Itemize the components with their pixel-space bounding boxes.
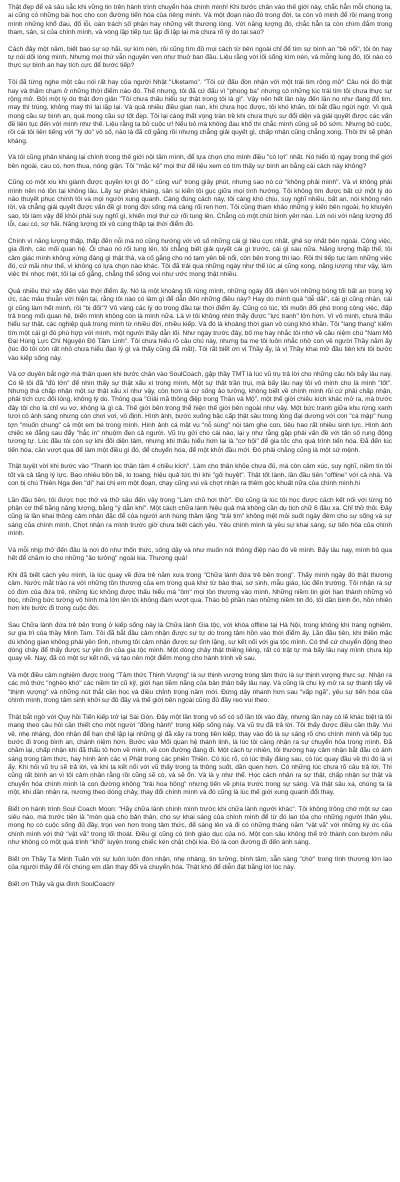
paragraph-past-life: Thật bắt ngờ với Quy hồi Tiến kiếp trở lại Sài Gòn. Đây một lần trong vô số có số lần tôi vào đây, nhưng lần này có lẽ khác biệt là tôi mang theo câu hỏi cần thiết cho một người "đồng hành" trong kiếp sống này. Và vũ trụ đã trả lời. Tôi thấy được điều cần thấy. Vui vẻ, nhẹ nhàng, đón nhận để hạn chế lặp lại những gì đã xảy ra trong tiền kiếp, thay vào đó là sự sáng rõ cho chính mình và tiếp tục bước đi trong bình an, chánh niệm hơn. Bước vào Mối quan hệ thánh linh, là lúc tôi càng nhận ra sự chuyển hóa trong mình. Đã chăm lại, chấp nhận khi đã thấu tỏ hơn về mình, về con đường đang đi. Một cách tự nhiên, tôi thường hay cảm nhận bắt đầu có ánh sáng trong tâm thức, hay hình ảnh các vị Phật trong các phiên Thiền. Có lúc rõ, có lúc thấy đáng sau, có lúc quay đầu về thì đó là vị ấy. Khi hỏi vũ trụ sẽ trả lời, và khi ta kết nối với vũ thấy trong ta thông suốt, dần quen hơn. Có những lúc chưa rõ câu trả lời. Thì cũng rất bình an vì tôi cảm nhận rằng rồi cũng sẽ có, và sẽ ổn. Và là y như thế. Học cách nhận ra sự thật, chấp nhận sự thật và chuyển hóa chính mình là con đường không "trải hoa hồng" nhưng tiến về phía trước trong sự sáng. Và thật sâu xa, chúng ta là một, khi dần nhận ra, nương theo dòng chảy, thay đổi chính mình và đó cũng là lúc thế giới xung quanh đổi thay.: [8, 713, 392, 796]
paragraph-intro: Thật đẹp để và sâu sắc khi vững tin trên hành trình chuyển hóa chính mình! Khi bước chân vào thế giới này, chắc hẳn mỗi chúng ta, ai cũng có những bài học cho con đường tiến hóa của riêng mình. Và một đoạn nào đó trong đời, ta còn vô minh để rồi mang trong mình những khổ đau, đổ lỗi, oán trách số phận hay những vết thương lòng. Với năng lượng đó, chắc hẳn ta còn chìm đắm trong tham, sân, si của chính mình, và vòng lặp tiếp tục lặp đi lặp lại mà chưa rõ lý do tại sao?: [8, 4, 392, 37]
paragraph-one-year-ago: Cách đây một năm, biết bao sự sợ hãi, sự kìm nén, rồi cũng tìm đủ mọi cách từ bên ngoài chỉ để tìm sự bình an "bề nổi", tôi ôn hay tự nói dối lòng mình. Nhưng mọi thứ vẫn nguyên ven như thuở ban đầu. Liệu rằng với lối sống kìm nén, và mỗng lung đó, tôi nào có thực sự bình an hay tích cực để bước tiếp?: [8, 45, 392, 70]
paragraph-prosperity: Và một điều cảm nghiệm được trong "Tâm thức Thịnh Vượng" là sự thịnh vượng trong tâm thức là sự thịnh vượng thực sự. Nhận ra các mô thức "nghèo khó" các niềm tin cũ kỹ, giới hạn tiềm năng của bản thân bấy lâu nay. Và cũng là chu kỳ mở ra sự thanh tẩy về "thịnh vượng" và những nút thắt cần học và điều chỉnh trong năm mới. Đứng dậy nhanh hơn sau "vấp ngã", yêu sự tiến hóa của chính mình, trong tâm sinh khởi sự đủ đầy và thế giới bên ngoài cũng đủ đầy reo vui theo.: [8, 672, 392, 705]
paragraph-purification: Thật tuyệt vời khi bước vào "Thanh lọc thân tâm 4 chiều kích". Làm cho thân khỏe chưa đủ, mà còn cảm xúc, suy nghĩ, niềm tin tôi tốt và cả tăng lý lực. Bao nhiêu bồn bề, lo toang, hiệu quả tức thì khi "gỡ huyệt". Thật tốt lành, lần đầu tiên "offline" với cả nhà. Và con bị chú Thiên Nga đen "dí" hai chị em một đoạn, chạy cũng vui và chợt nhận ra thêm góc khuất nữa của chính mình.hi: [8, 463, 392, 487]
paragraph-breathing: Lần đầu tiên, tôi được học thở và thở sâu đến vậy trong "Làm chủ hơi thở". Đó cũng là lúc tôi học được cách kết nối với từng bộ phận cơ thể bằng năng lượng, bằng "ý dẫn khí". Một cách chữa lành hiệu quả mà không cần dụ tích chữ 6 đâu xa. Chỉ thở thôi. Đây cũng là lần khai thông cảm nhận đặc để của người anh hùng thầm lặng "trái tim" không mệt mỏi suốt ngày đêm cho sự sống và sự sáng của chính mình. Chợt nhận ra mình trước giờ chưa biết cách yêu. Yêu chính mình là yêu sự khai sáng, sự tiến hóa của chính mình.: [8, 496, 392, 538]
paragraph-each-breath: Và mỗi nhịp thở đến đâu là nơi đó như thổn thức, sống dậy và như muốn nói thông điệp nào đó về mình. Bấy lâu nay, mình bỏ qua hết để chăm lo cho những "ảo tưởng" ngoài kia. Thương quá!: [8, 546, 392, 563]
paragraph-not-myself: Cũng có một xíu khi giành được quyền lợi gì đó " cũng vui" trong giây phút, nhưng sao nó cứ "không phải mình". Và vì không phải mình nên nó tồn tại không lâu. Lấy sự phản kháng, sân si kiến tôi gục giữa mọi tình hướng. Tôi không tìm được bất cứ một lý do nào thuyết phục chính tôi và mọi người xung quanh. Càng đúng cách này, tôi càng khó chịu, suy nghĩ nhiều, bất an, nói không nên lời, và chẳng giải quyết được vấn đề gì trong đời sống mà càng rối ren hơn. Tôi cũng tham khảo những ý kiến bên ngoài, họ khuyên sao, tôi làm vậy để khỏi phải suy nghĩ gì, khiến mọi thứ cứ rối tung lên. Chẳng có một chút bình yên nào. Lời nói với năng lượng đổ lỗi, cau có, sợ hãi. Năng lượng tôi vô cùng thấp tại thời điểm đó.: [8, 179, 392, 229]
paragraph-gratitude-family: Biết ơn Thầy và gia đình SoulCoach!: [8, 880, 115, 888]
paragraph-gratitude-journey: Biết ơn hành trình Soul Coach Moon: "Hãy chữa lành chính mình trước khi chữa lành người khác". Tôi không trông chờ một sự cao siêu nào, mà trước tiên là "món quà cho bản thân, cho sự khai sáng của chính mình để từ đó lan tỏa cho những người thân yêu, mong họ có cuộc sống đủ đầy, trọn ven hơn trong tâm thức, để sáng lên và đi có những tháng năm "vật vã" với những ký ức của chính mình với thử "vật vã" trong lối thoát. Điều gì cũng có tình giáo dục của nó. Một con sâu không thể trở thành con bướm nếu như không có một quá trình "khổ" luyện trong chiếc kén chật chội kia. Đó là con đường đi đến ánh sáng.: [8, 805, 392, 847]
paragraph-uketamo: Tôi đã từng nghe một câu nói rất hay của người Nhật "Uketamo". "Tôi cứ đấu đòn nhận với một trái tim rộng mở" Câu nói đó thật hay và thấm chạm ở những thời điểm nào đó. Thế nhưng, tôi đã cứ đấu vì "phong ba" nhưng có những lúc trái tim tôi chưa thực sự rộng mở. Bởi một lý do thật đơn giản "Tôi chưa thấu hiểu sự thật trong tôi là gì". Vậy nên hết lần này đến lần no như đang đổ tim, may thì trúng, không may thì lại lặp lại. Và quả nhiều điều gian nan, khi chưa học được, tôi khó khăn, tôi bắt đầu ngừi ngờ. Vì quả mong cầu sự bình an, quá mong cầu sự tốt đẹp. Tôi lại càng thất vọng tràn trề khi chưa thực sự đổi diện và giải quyết được các vấn đề liên tục đến với mình như thế. Liệu rằng ta bỏ cuộc ư! Nếu bỏ mà không đau khổ thì chắc mình cũng sẽ bỏ sớm. Nhưng bỏ cuộc, rồi cái tôi liên tiếng với "lý do" vô số, nào là đã cố gắng rồi nhưng chẳng giải quyết gì, chấp nhận cũng chẳng xong. Thôi thì sẽ phản kháng.: [8, 79, 392, 145]
paragraph-resistance: Và tôi cũng phản kháng lại chính trong thế giới nội tâm mình, để lựa chọn cho mình điều "có lợi" nhất. Nó hiển lộ ngay trong thế giới bên ngoài, cau có, hơn thua, nóng giận. Tôi "mặc kệ" mọi thứ để liệu xem có tìm thấy sự bình an bằng cái cách này không?: [8, 154, 392, 170]
paragraph-inner-child: Khi đã biết cách yêu mình, là lúc quay về đứa trẻ năm xưa trong "Chữa lành đứa trẻ bên trong". Thấy mình ngày đó thật thương cảm. Nước mắt trào ra với những tồn thương của em trong quá khứ từ bào thai, sơ sinh, mẫu giáo, lúc đến trường. Tôi nhận ra sự có đơn của đứa trẻ, những lúc không được thấu hiểu mà "ôm" mọi tồn thương vào mình. Những niềm tin giới hạn thành những vỏ bọc, những bức tường vô hình mà lớn lên tôi không đám vượt qua. Tháo bỏ phần nào những niềm tin đó, tôi dần bình ổn, hồn nhiên hơn khi bước đi trong cuộc đời.: [8, 571, 392, 613]
paragraph-gratitude-teacher: Biết ơn Thầy Tạ Minh Tuấn với sự luôn luôn đón nhận, nhẹ nhàng, tin tưởng, bình tâm, sẵn sàng "chờ" trong tình thương lớn lao của người thầy để rồi chúng em dần thay đổi và chuyển hóa. Thật khó để diễn đạt bằng lời lúc này.: [8, 855, 392, 872]
paragraph-dark-period: Quả nhiều thứ xảy đến vào thời điểm ấy. Nó là một khoảng tối rùng mình, những ngày đối diện với những bóng tối bất an trong ký ức, các mâu thuẫn với hiện tại, rằng tôi nào có làm gì để dẫn đến những điều này? Hay do mình quá "dễ dãi", cái gì cũng nhận, cái gì cũng làm hết mình, rồi "bị đối"? Vô vàng các lý do trong đầu tại thời điểm ấy. Cũng có lúc, tôi muốn đổi phó trong công việc, đấp trả trong mối quan hệ, biến mình không còn là mình nữa. Là vì tôi không nhìn thấy được "lực tranh" lớn hơn. Vì vô minh, chưa thấu hiểu sự thật, các nghiệp quả trong mình từ nhiều đời, nhiều kiếp. Và đó là khoảng thời gian vô cùng khó khăn. Tôi "lang thang" kiếm tìm một cái gì đó phù hợp với mình, một người thầy dẫn lối. Như ngày trước đây, bố mẹ hay nhắc tôi nhớ về câu niệm chú "Nam Mô Đại Hùng Lực Chí Nguyện Độ Tâm Linh". Tôi chưa hiểu rõ câu chú này, nhưng ba mẹ tôi luôn nhắc nhở con về người Thầy năm ấy (lúc đó tôi còn rất nhỏ chưa hiểu đạo lý gì và thấy cũng đã mất). Tôi rất biết ơn vị Thầy ấy, là vị Thầy khai mở đầu tiên khi tôi bước vào kiếp sống này.: [8, 287, 392, 362]
paragraph-family-healing: Sau Chữa lành đứa trẻ bên trong ở kiếp sống này là Chữa lành Gia tộc, với khóa offline tại Hà Nội, trong không khí trang nghiêm, sự gia trì của thầy Minh Tam. Tôi đã bắt đầu cảm nhận được sự tự do trong tâm hồn vào thời điểm ấy. Lần đầu tiên, khi thiền mặc dù không gian không phải yên tĩnh, nhưng tôi cảm nhận được sự tĩnh lặng, sự kết nối với gia tộc mình. Có thể cứ chuyển động theo dòng chảy để thấy được sự yên ổn của gia tộc mình. Một dòng chảy thật thiêng liêng, rất có trật tự mà bấy lâu nay mình chưa kịp quay về. Nay, đã có một sự kết nối, và tạo nên một điểm mong cho hành trình về sau.: [8, 622, 392, 663]
paragraph-low-energy: Chính vì năng lượng thấp, thấp đến nỗi mà nó cũng hướng với vô số những cái gì tiêu cực nhất, ghê sợ nhất bên ngoài. Công việc, gia đình, các mối quan hệ. Ôi chao nó rối tung lên, tôi chẳng biết giải quyết cái gì trước, cái gì sau nữa. Năng lượng thấp thế, tôi cảm giác mình không xứng đáng gì thật thà, và cố gắng cho nó tạm yên bề nổi, còn bên trong thì lao. Rồi thì tiếp tục làm những việc đó, cứ mãi như thế, vì không có lựa chọn nào khác. Tôi đã trải qua những ngày như thế lúc ai cũng xong, năng lượng như vậy, làm việc thì nhọc mệt, tôi lại cố gắng, chẳng thể sống vui như ước mong thật nhiều.: [8, 237, 392, 279]
paragraph-soulcoach-encounter: Và cơ duyên bắt ngờ mà thân quen khi bước chân vào SoulCoach, gặp thầy TMT là lúc vũ trụ trả lời cho những câu hỏi bấy lâu nay. Có lẽ tôi đã "đủ lớn" để nhìn thấy sự thật xấu xí trong mình, Một sự thật trần trụi, mà bấy lâu nay tôi vô minh cho là mình "tốt". Nhưng thà chấp nhận một sự thật xấu xí như vậy, còn hơn là cứ sống ảo tưởng, không biết về chính mình rồi cứ phải chấp nhận, phải tích cực đối lòng, không lý do. Thông qua "Giải mã thông điệp trong Thân và Mộ", một thế giới chiêu kích khác mở ra, mà trước đây tôi cho là chỉ vu vơ, không là gì cả. Thế giới bên trong thể hiện thế giới bên ngoài như vậy. Một bức tranh giữa khu rừng xanh tươi có ánh sáng nhưng còn chơi vơi, vô định. Hình ảnh, bước xuống bậc cấp thật sâu trong lòng đại dương với con "cá mập" hung tợn "muốn chung" cá một em bé trong mình. Hình ảnh cá mật vụ "nỗ sùng" nói tám ghe con, tiêu hao rất nhiều sinh lực. Hình ảnh chiếc xe đắng sau đẩy "hắc ín" nhuộm đen cả người. Vũ trụ gửi cho cái nào, lại y như rằng gặp phải vấn đề với tấn số rung động tương tự. Lúc đầu tôi còn sợ khi đối diện tâm, nhưng khi thấu hiểu hơn lại là "cơ hội" để gia tốc cho quá trình tiến hóa. Đã đến lúc tiến hóa, cần vượt qua để làm một điều gì đó, để chuyển hóa, để một khởi đầu mới. Đó phải chăng cũng là một sứ mệnh.: [8, 371, 392, 454]
